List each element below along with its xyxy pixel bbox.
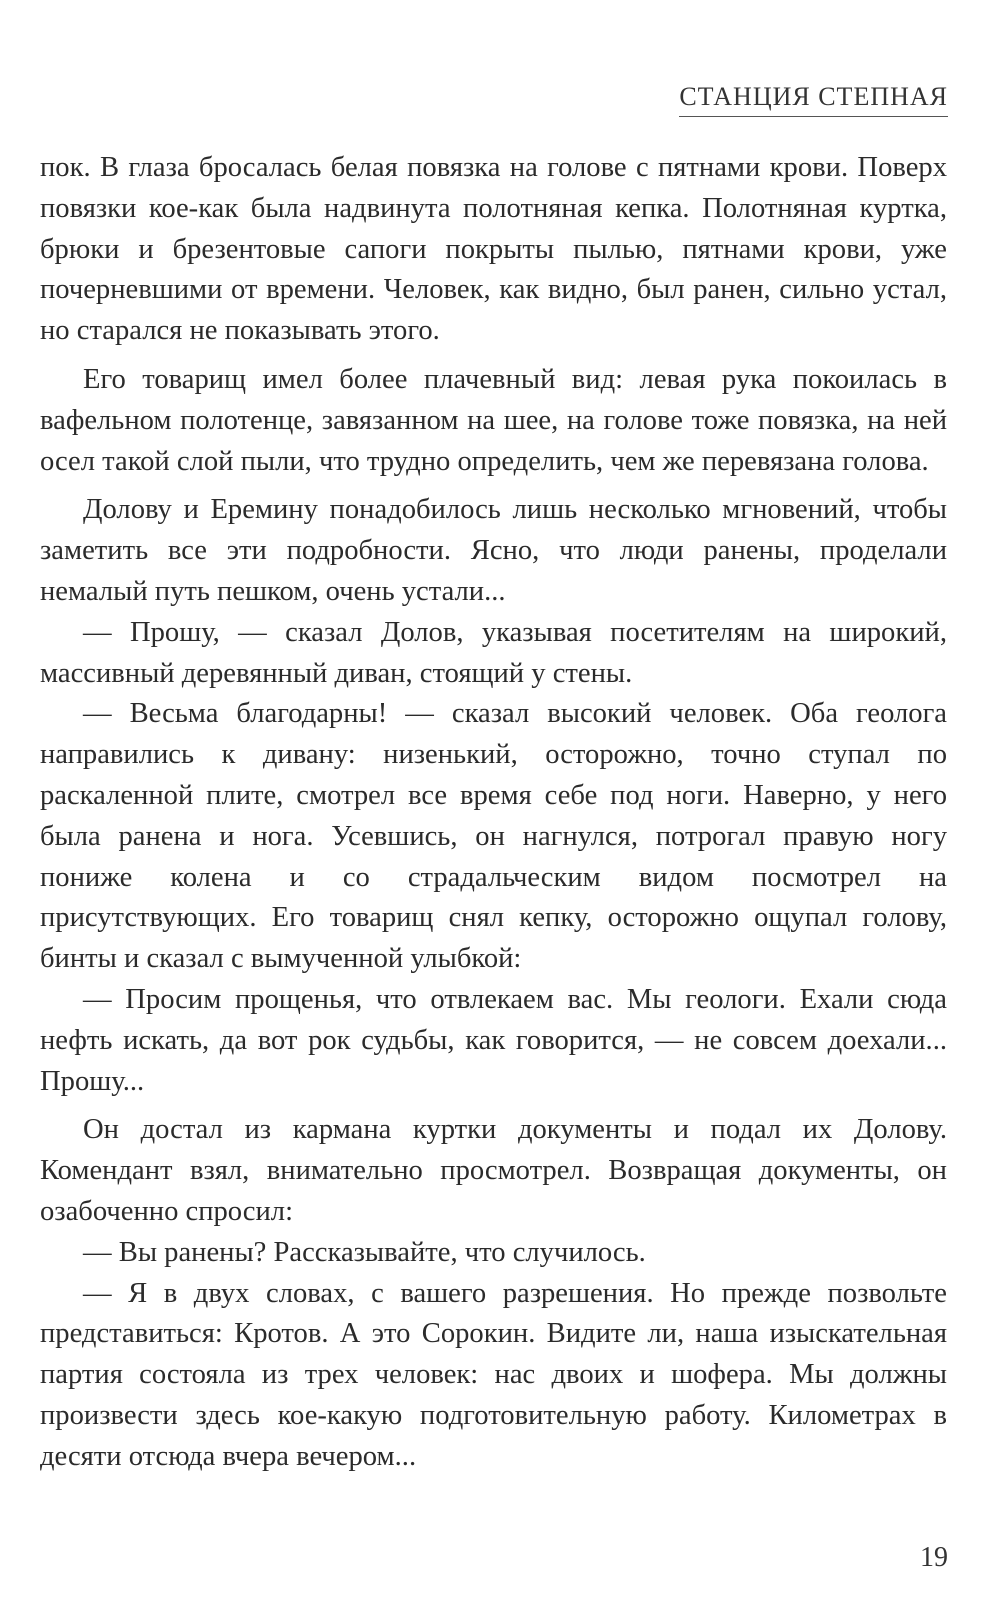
paragraph-5: — Весьма благодарны! — сказал высокий человек. Оба геолога направились к дивану: низенький, осторожно, точно ступал по раскаленной плите, смотрел все время себе под ноги. Наверно, у него была ранена и нога. Усевшись, он нагнулся, потрогал правую ногу пониже колена и со страдальческим видом посмотрел на присутствующих. Его товарищ снял кепку, осторожно ощупал голову, бинты и сказал с вымученной улыбкой: [40,698,947,975]
running-head: СТАНЦИЯ СТЕПНАЯ [679,82,948,117]
paragraph-4: — Прошу, — сказал Долов, указывая посетителям на широкий, массивный деревянный диван, стоящий у стены. [40,616,947,689]
paragraph-1: пок. В глаза бросалась белая повязка на голове с пятнами крови. Поверх повязки кое-как была надвинута полотняная кепка. Полотняная куртка, брюки и брезентовые сапоги покрыты пылью, пятнами крови, уже почерневшими от времени. Человек, как видно, был ранен, сильно устал, но старался не показывать этого. [40,152,947,347]
paragraph-7: Он достал из кармана куртки документы и подал их Долову. Комендант взял, внимательно просмотрел. Возвращая документы, он озабоченно спросил: [40,1114,947,1227]
paragraph-3: Долову и Еремину понадобилось лишь несколько мгновений, чтобы заметить все эти подробности. Ясно, что люди ранены, проделали немалый путь пешком, очень устали... [40,494,947,607]
paragraph-9: — Я в двух словах, с вашего разрешения. Но прежде позвольте представиться: Кротов. А это Сорокин. Видите ли, наша изыскательная партия состояла из трех человек: нас двоих и шофера. Мы должны произвести здесь кое-какую подготовительную работу. Километрах в десяти отсюда вчера вечером... [40,1277,947,1472]
paragraph-6: — Просим прощенья, что отвлекаем вас. Мы геологи. Ехали сюда нефть искать, да вот рок судьбы, как говорится, — не совсем доехали... Прошу... [40,983,947,1097]
paragraph-8: — Вы ранены? Рассказывайте, что случилось. [83,1236,646,1268]
paragraph-2: Его товарищ имел более плачевный вид: левая рука покоилась в вафельном полотенце, завязанном на шее, на голове тоже повязка, на ней осел такой слой пыли, что трудно определить, чем же перевязана голова. [40,363,947,477]
page-number: 19 [920,1542,948,1573]
body-text [40,148,947,1478]
